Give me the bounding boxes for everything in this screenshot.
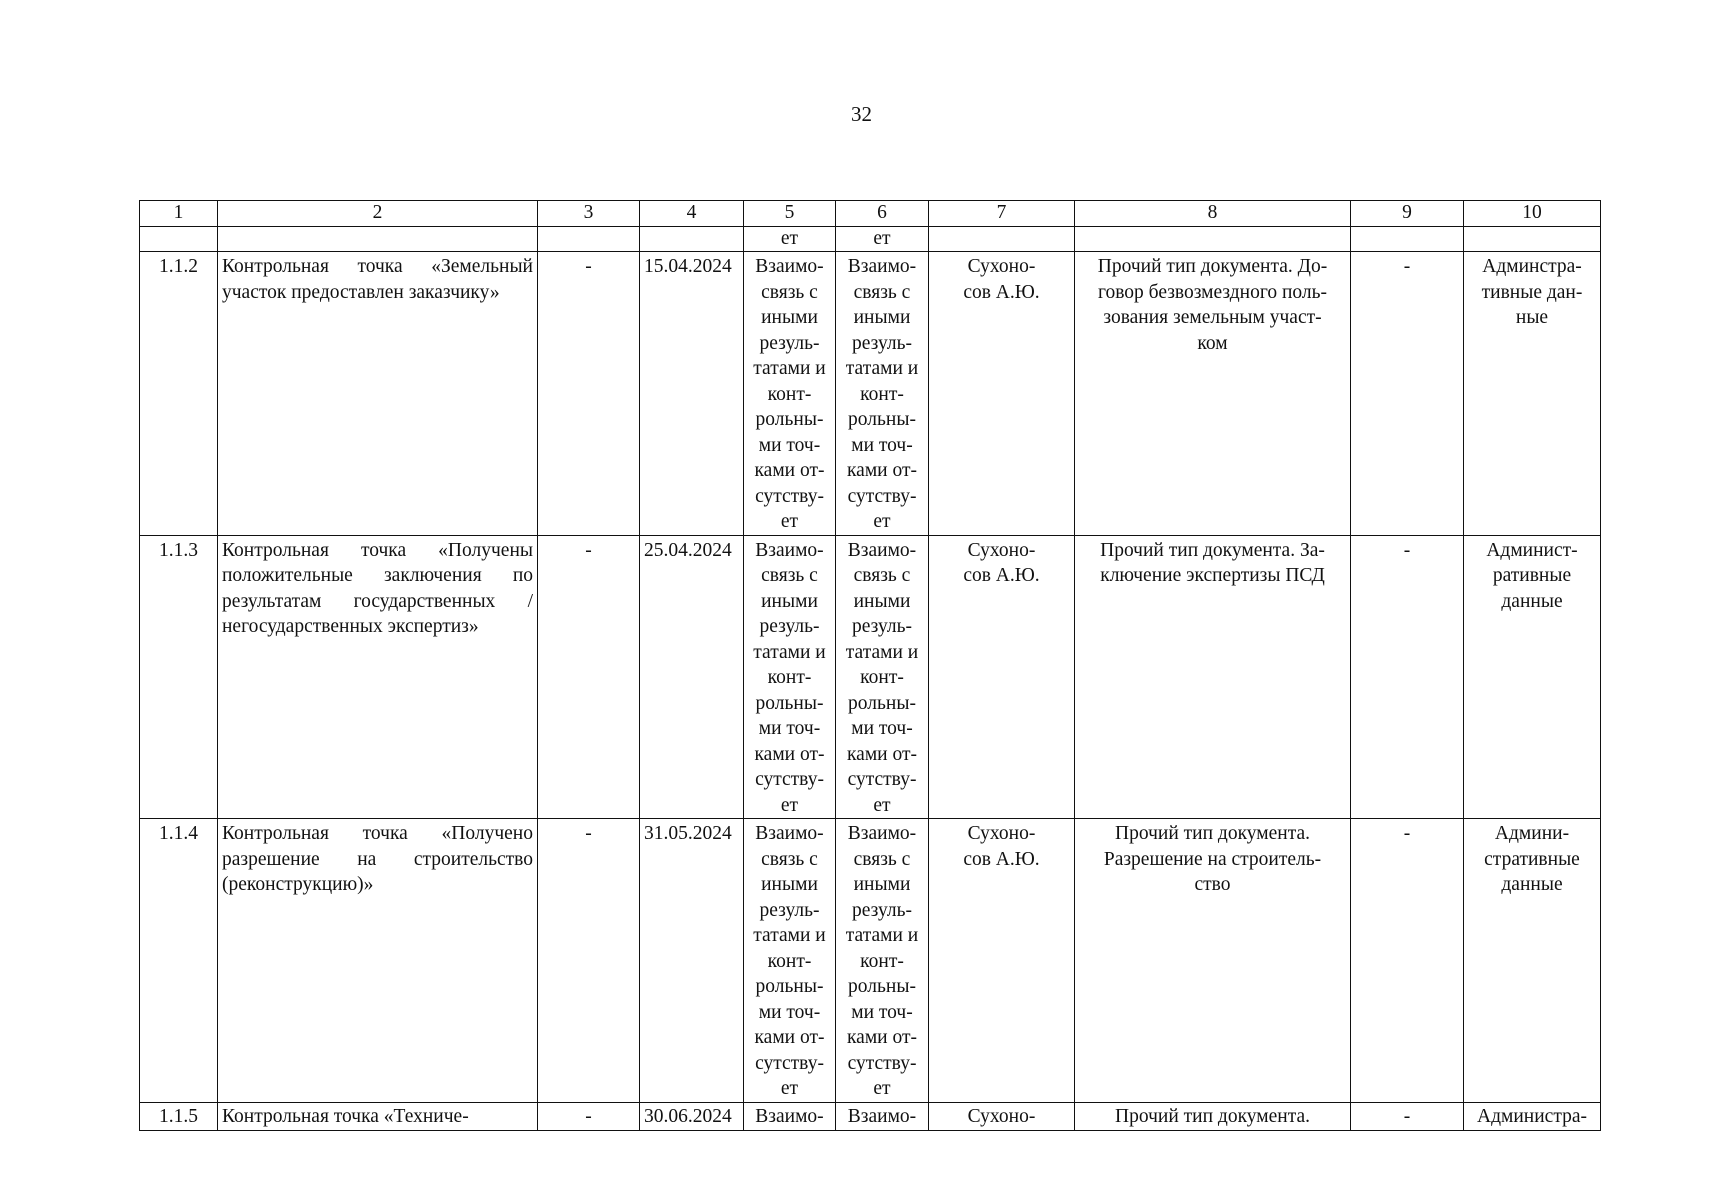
cell-line: ками от- (754, 1027, 825, 1048)
cell-line: Сухоно- (967, 539, 1036, 561)
cell-line: ками от- (847, 1027, 917, 1048)
date-cell: 25.04.2024 (640, 535, 744, 819)
relation-cell (836, 819, 929, 1103)
continuation-cell: ет (744, 227, 836, 252)
cell-line: рольны- (848, 976, 916, 997)
relation-cell (744, 819, 836, 1103)
col9-cell: - (1351, 252, 1464, 536)
continuation-cell (640, 227, 744, 252)
cell-line: ми точ- (758, 718, 821, 739)
relation-cell (836, 1102, 929, 1130)
cell-line: сутству- (847, 485, 917, 507)
relation-cell (836, 252, 929, 536)
cell-line: иными (761, 590, 818, 612)
col9-cell: - (1351, 1102, 1464, 1130)
data-source-cell (1464, 535, 1601, 819)
header-cell: 1 (140, 201, 218, 227)
cell-line: ет (780, 1078, 799, 1099)
cell-line: резуль- (852, 899, 912, 921)
cell-line: сутству- (755, 1052, 824, 1074)
continuation-cell (140, 227, 218, 252)
document-type-cell (1075, 535, 1351, 819)
cell-line: ет (873, 511, 891, 532)
continuation-row (140, 227, 1601, 252)
cell-line: Взаимо- (755, 539, 824, 561)
cell-line: Взаимо- (847, 823, 917, 844)
cell-line: ми точ- (851, 718, 913, 739)
cell-line: Взаимо- (755, 256, 824, 277)
cell-line: связь с (761, 565, 818, 586)
continuation-cell (1351, 227, 1464, 252)
continuation-cell (218, 227, 538, 252)
cell-line: ми точ- (758, 1001, 821, 1023)
cell-line: сов А.Ю. (963, 281, 1040, 303)
cell-line: иными (853, 590, 911, 612)
control-point-name-cell: Контрольная точка «Получено разрешение на строительство (реконструкцию)» (218, 819, 538, 1103)
cell-line: иными (761, 307, 818, 328)
table-header-row (140, 201, 1601, 227)
data-table (139, 200, 1601, 1131)
col9-cell: - (1351, 535, 1464, 819)
header-cell: 4 (640, 201, 744, 227)
cell-line: Взаимо- (755, 1105, 824, 1127)
cell-line: Админи- (1494, 823, 1570, 844)
cell-line: рольны- (755, 409, 824, 430)
col3-cell: - (538, 535, 640, 819)
header-cell: 7 (929, 201, 1075, 227)
cell-line: татами и (753, 925, 826, 946)
page-number: 32 (851, 102, 872, 126)
cell-line: сутству- (755, 769, 824, 790)
continuation-cell: ет (836, 227, 929, 252)
cell-line: ные (1515, 307, 1549, 328)
cell-line: ками от- (754, 460, 825, 481)
cell-line: Прочий тип документа. За- (1100, 539, 1325, 561)
col9-cell: - (1351, 819, 1464, 1103)
header-cell: 2 (218, 201, 538, 227)
cell-line: конт- (767, 383, 812, 405)
col3-cell: - (538, 252, 640, 536)
cell-line: стративные (1484, 848, 1580, 870)
cell-line: ет (780, 794, 799, 816)
cell-line: Разрешение на строитель- (1103, 848, 1322, 870)
cell-line: данные (1501, 874, 1563, 895)
continuation-cell (538, 227, 640, 252)
cell-line: татами и (845, 925, 919, 946)
date-cell: 31.05.2024 (640, 819, 744, 1103)
cell-line: ком (1197, 332, 1228, 354)
cell-line: конт- (860, 383, 904, 405)
control-point-name-cell: Контрольная точка «Техниче- (218, 1102, 538, 1130)
row-number-cell: 1.1.5 (140, 1102, 218, 1130)
cell-line: связь с (853, 848, 911, 870)
cell-line: Взаимо- (755, 823, 824, 844)
document-type-cell (1075, 252, 1351, 536)
cell-line: Взаимо- (847, 1105, 917, 1127)
document-type-cell (1075, 819, 1351, 1103)
relation-cell (744, 535, 836, 819)
table-row (140, 535, 1601, 819)
cell-line: ми точ- (758, 434, 821, 456)
cell-line: рольны- (755, 692, 824, 714)
cell-line: ми точ- (851, 434, 913, 456)
cell-line: Прочий тип документа. (1115, 1105, 1310, 1127)
cell-line: Прочий тип документа. (1115, 823, 1310, 844)
cell-line: связь с (853, 565, 911, 586)
cell-line: Взаимо- (847, 539, 917, 561)
cell-line: связь с (761, 281, 818, 303)
responsible-cell (929, 819, 1075, 1103)
cell-line: иными (853, 307, 911, 328)
header-cell: 5 (744, 201, 836, 227)
cell-line: ками от- (847, 743, 917, 765)
cell-line: ство (1194, 874, 1231, 895)
cell-line: сутству- (847, 1052, 917, 1074)
control-point-name-cell: Контрольная точка «Получены положительные заключения по результатам государственных / негосударственных экспертиз» (218, 535, 538, 819)
table-row (140, 1102, 1601, 1130)
cell-line: ет (873, 1078, 891, 1099)
control-point-name-cell: Контрольная точка «Земельный участок предоставлен заказчику» (218, 252, 538, 536)
cell-line: татами и (753, 358, 826, 379)
cell-line: Взаимо- (847, 256, 917, 277)
cell-line: ключение экспертизы ПСД (1100, 565, 1325, 586)
cell-line: резуль- (759, 899, 820, 921)
cell-line: татами и (845, 641, 919, 663)
cell-line: иными (853, 874, 911, 895)
cell-line: тивные дан- (1481, 281, 1583, 303)
date-cell: 30.06.2024 (640, 1102, 744, 1130)
cell-line: резуль- (852, 332, 912, 354)
relation-cell (836, 535, 929, 819)
header-cell: 10 (1464, 201, 1601, 227)
row-number-cell: 1.1.4 (140, 819, 218, 1103)
cell-line: Сухоно- (967, 256, 1036, 277)
document-type-cell (1075, 1102, 1351, 1130)
header-cell: 6 (836, 201, 929, 227)
cell-line: Админист- (1486, 539, 1578, 561)
responsible-cell (929, 535, 1075, 819)
table-row (140, 252, 1601, 536)
cell-line: татами и (753, 641, 826, 663)
cell-line: ками от- (754, 743, 825, 765)
date-cell: 15.04.2024 (640, 252, 744, 536)
cell-line: татами и (845, 358, 919, 379)
header-cell: 8 (1075, 201, 1351, 227)
cell-line: ми точ- (851, 1001, 913, 1023)
data-source-cell (1464, 819, 1601, 1103)
header-cell: 9 (1351, 201, 1464, 227)
cell-line: ет (780, 511, 799, 532)
cell-line: резуль- (759, 616, 820, 637)
cell-line: Сухоно- (967, 823, 1036, 844)
cell-line: Админстра- (1482, 256, 1582, 277)
cell-line: конт- (767, 950, 812, 972)
cell-line: иными (761, 874, 818, 895)
data-source-cell (1464, 252, 1601, 536)
cell-line: рольны- (848, 692, 916, 714)
responsible-cell (929, 252, 1075, 536)
cell-line: данные (1501, 590, 1563, 612)
cell-line: сов А.Ю. (963, 565, 1040, 586)
col3-cell: - (538, 819, 640, 1103)
col3-cell: - (538, 1102, 640, 1130)
responsible-cell (929, 1102, 1075, 1130)
cell-line: связь с (761, 848, 818, 870)
data-source-cell (1464, 1102, 1601, 1130)
cell-line: конт- (860, 950, 904, 972)
cell-line: связь с (853, 281, 911, 303)
continuation-cell (929, 227, 1075, 252)
cell-line: конт- (860, 667, 904, 688)
cell-line: Сухоно- (967, 1105, 1036, 1127)
cell-line: ративные (1492, 565, 1572, 586)
table-row (140, 819, 1601, 1103)
cell-line: конт- (767, 667, 812, 688)
cell-line: Администра- (1477, 1105, 1587, 1127)
relation-cell (744, 252, 836, 536)
continuation-cell (1464, 227, 1601, 252)
cell-line: говор безвозмездного поль- (1097, 281, 1328, 303)
cell-line: ками от- (847, 460, 917, 481)
header-cell: 3 (538, 201, 640, 227)
row-number-cell: 1.1.2 (140, 252, 218, 536)
relation-cell (744, 1102, 836, 1130)
cell-line: сутству- (755, 485, 824, 507)
cell-line: резуль- (852, 616, 912, 637)
cell-line: ет (873, 794, 891, 816)
cell-line: резуль- (759, 332, 820, 354)
cell-line: рольны- (755, 976, 824, 997)
row-number-cell: 1.1.3 (140, 535, 218, 819)
continuation-cell (1075, 227, 1351, 252)
cell-line: сутству- (847, 769, 917, 790)
cell-line: рольны- (848, 409, 916, 430)
cell-line: Прочий тип документа. До- (1097, 256, 1328, 277)
cell-line: сов А.Ю. (963, 848, 1040, 870)
cell-line: зования земельным участ- (1103, 307, 1322, 328)
